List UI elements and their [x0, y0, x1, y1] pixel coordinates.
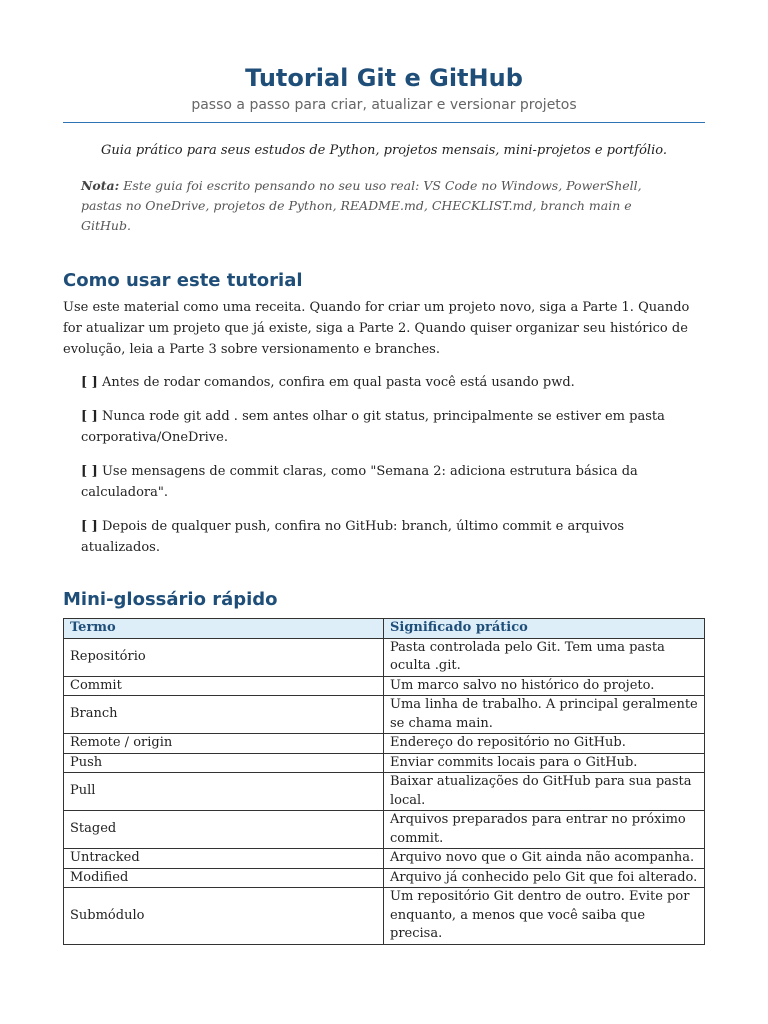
meaning-cell: Pasta controlada pelo Git. Tem uma pasta oculta .git. [384, 638, 705, 676]
glossary-table [63, 618, 705, 945]
intro-text: Guia prático para seus estudos de Python, projetos mensais, mini-projetos e portfólio. [101, 143, 667, 158]
checklist [81, 372, 705, 558]
meaning-cell: Arquivos preparados para entrar no próximo commit. [384, 811, 705, 849]
note-block [81, 176, 705, 236]
checklist-item-text: Nunca rode git add . sem antes olhar o git status, principalmente se estiver em pasta corporativa/OneDrive. [81, 409, 665, 445]
term-cell: Staged [64, 811, 384, 849]
meaning-cell: Arquivo já conhecido pelo Git que foi alterado. [384, 868, 705, 888]
meaning-cell: Enviar commits locais para o GitHub. [384, 753, 705, 773]
table-row [64, 696, 705, 734]
table-row [64, 888, 705, 945]
term-cell: Remote / origin [64, 734, 384, 754]
column-header-term: Termo [64, 619, 384, 639]
document-subtitle: passo a passo para criar, atualizar e versionar projetos [191, 97, 577, 113]
note-label: Nota: [81, 178, 120, 193]
meaning-cell: Um marco salvo no histórico do projeto. [384, 676, 705, 696]
checklist-item [81, 406, 705, 448]
term-cell: Pull [64, 773, 384, 811]
checklist-item-text: Antes de rodar comandos, confira em qual pasta você está usando pwd. [101, 375, 575, 390]
title-divider [63, 122, 705, 123]
checklist-item-text: Depois de qualquer push, confira no GitHub: branch, último commit e arquivos atualizados. [81, 519, 625, 555]
column-header-meaning: Significado prático [384, 619, 705, 639]
checklist-item-text: Use mensagens de commit claras, como "Semana 2: adiciona estrutura básica da calculadora". [81, 464, 638, 500]
meaning-cell: Arquivo novo que o Git ainda não acompanha. [384, 849, 705, 869]
meaning-cell: Baixar atualizações do GitHub para sua pasta local. [384, 773, 705, 811]
table-row [64, 734, 705, 754]
table-row [64, 849, 705, 869]
table-row [64, 753, 705, 773]
term-cell: Commit [64, 676, 384, 696]
checkbox-marker: [ ] [81, 375, 98, 390]
meaning-cell: Um repositório Git dentro de outro. Evite por enquanto, a menos que você saiba que precisa. [384, 888, 705, 945]
term-cell: Repositório [64, 638, 384, 676]
term-cell: Untracked [64, 849, 384, 869]
checkbox-marker: [ ] [81, 464, 98, 479]
section-heading-usage: Como usar este tutorial [63, 270, 303, 291]
document-title: Tutorial Git e GitHub [245, 64, 523, 92]
term-cell: Submódulo [64, 888, 384, 945]
term-cell: Branch [64, 696, 384, 734]
table-row [64, 773, 705, 811]
glossary-header-row [64, 619, 705, 639]
table-row [64, 638, 705, 676]
meaning-cell: Uma linha de trabalho. A principal geralmente se chama main. [384, 696, 705, 734]
checklist-item [81, 516, 705, 558]
table-row [64, 811, 705, 849]
meaning-cell: Endereço do repositório no GitHub. [384, 734, 705, 754]
checkbox-marker: [ ] [81, 409, 98, 424]
checklist-item [81, 372, 705, 393]
note-text: Este guia foi escrito pensando no seu uso real: VS Code no Windows, PowerShell, pastas no OneDrive, projetos de Python, README.md, CHECKLIST.md, branch main e GitHub. [81, 178, 642, 233]
term-cell: Modified [64, 868, 384, 888]
term-cell: Push [64, 753, 384, 773]
section-heading-glossary: Mini-glossário rápido [63, 589, 278, 610]
table-row [64, 676, 705, 696]
checklist-item [81, 461, 705, 503]
checkbox-marker: [ ] [81, 519, 98, 534]
table-row [64, 868, 705, 888]
usage-paragraph: Use este material como uma receita. Quando for criar um projeto novo, siga a Parte 1. Quando for atualizar um projeto que já existe, siga a Parte 2. Quando quiser organizar seu histórico de evolução, leia a Parte 3 sobre versionamento e branches. [63, 300, 690, 357]
